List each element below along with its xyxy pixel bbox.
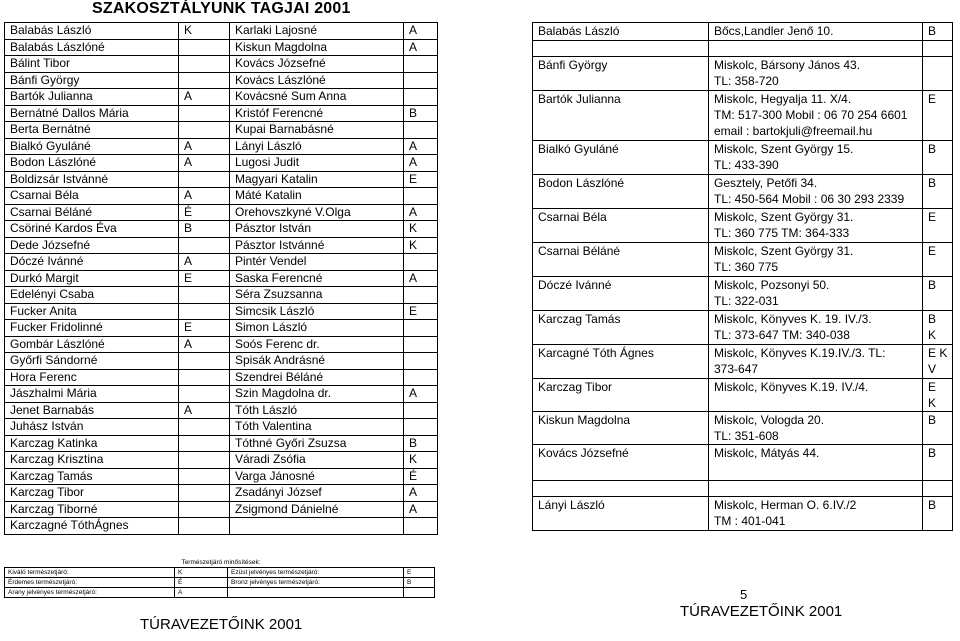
member-rating-right	[404, 188, 438, 205]
guides-table	[532, 22, 953, 531]
footer-left: TÚRAVEZETŐINK 2001	[140, 616, 303, 633]
guide-name: Balabás László	[533, 23, 709, 41]
member-row	[5, 468, 438, 485]
member-rating-left	[179, 353, 230, 370]
member-name-left: Karczag Krisztina	[5, 452, 179, 469]
legend-label: Kiváló természetjáró:	[5, 568, 175, 578]
member-name-right: Orehovszkyné V.Olga	[230, 204, 404, 221]
member-name-right: Soós Ferenc dr.	[230, 336, 404, 353]
guide-rating: E	[923, 243, 953, 277]
member-rating-right: K	[404, 221, 438, 238]
member-name-left: Bernátné Dallos Mária	[5, 105, 179, 122]
member-rating-left	[179, 386, 230, 403]
guide-row	[533, 141, 953, 175]
guide-address: Miskolc, Könyves K. 19. IV./3. TL: 373-647 TM: 340-038	[709, 311, 923, 345]
guide-row	[533, 57, 953, 91]
member-rating-left	[179, 501, 230, 518]
member-name-right: Tóth Valentina	[230, 419, 404, 436]
member-name-right: Varga Jánosné	[230, 468, 404, 485]
legend-label: Ezüst jelvényes természetjáró:	[228, 568, 404, 578]
legend-code: A	[175, 588, 228, 598]
member-rating-left: E	[179, 270, 230, 287]
member-name-left: Karczag Katinka	[5, 435, 179, 452]
guide-address: Gesztely, Petőfi 34. TL: 450-564 Mobil : 06 30 293 2339	[709, 175, 923, 209]
member-name-left: Balabás László	[5, 23, 179, 40]
member-rating-right: A	[404, 23, 438, 40]
member-name-left: Karczag Tamás	[5, 468, 179, 485]
member-row	[5, 188, 438, 205]
member-name-left: Hora Ferenc	[5, 369, 179, 386]
guide-address: Miskolc, Mátyás 44.	[709, 445, 923, 481]
member-rating-left: B	[179, 221, 230, 238]
guide-rating: B	[923, 445, 953, 481]
member-name-left: Csarnai Béláné	[5, 204, 179, 221]
member-rating-left	[179, 56, 230, 73]
guide-rating: B	[923, 141, 953, 175]
guide-name: Lányi László	[533, 497, 709, 531]
guide-row	[533, 445, 953, 481]
member-name-right: Kristóf Ferencné	[230, 105, 404, 122]
member-row	[5, 320, 438, 337]
member-name-right: Magyari Katalin	[230, 171, 404, 188]
member-row	[5, 56, 438, 73]
member-name-left: Bodon Lászlóné	[5, 155, 179, 172]
member-rating-right: K	[404, 452, 438, 469]
member-rating-left	[179, 468, 230, 485]
footer-right: TÚRAVEZETŐINK 2001	[680, 603, 843, 620]
guide-address: Bőcs,Landler Jenő 10.	[709, 23, 923, 41]
member-row	[5, 369, 438, 386]
guide-row	[533, 277, 953, 311]
member-name-right: Váradi Zsófia	[230, 452, 404, 469]
member-row	[5, 386, 438, 403]
member-name-left: Bartók Julianna	[5, 89, 179, 106]
guide-rating	[923, 57, 953, 91]
member-rating-right: B	[404, 105, 438, 122]
guide-rating: E	[923, 209, 953, 243]
guide-address: Miskolc, Könyves K.19. IV./4.	[709, 379, 923, 412]
member-name-left: Boldizsár Istvánné	[5, 171, 179, 188]
guide-rating: B	[923, 277, 953, 311]
member-name-left: Fucker Anita	[5, 303, 179, 320]
member-name-right: Pásztor Istvánné	[230, 237, 404, 254]
member-rating-left: A	[179, 188, 230, 205]
guide-row	[533, 412, 953, 445]
member-name-right: Máté Katalin	[230, 188, 404, 205]
guide-rating: E K V	[923, 345, 953, 379]
guide-row	[533, 497, 953, 531]
member-name-left: Berta Bernátné	[5, 122, 179, 139]
member-rating-left	[179, 122, 230, 139]
guide-name	[533, 481, 709, 497]
member-rating-left: A	[179, 402, 230, 419]
member-name-right	[230, 518, 404, 535]
guide-address: Miskolc, Szent György 31. TL: 360 775 TM: 364-333	[709, 209, 923, 243]
legend-label: Bronz jelvényes természetjáró:	[228, 578, 404, 588]
member-name-right: Karlaki Lajosné	[230, 23, 404, 40]
member-name-left: Juhász István	[5, 419, 179, 436]
member-row	[5, 155, 438, 172]
member-row	[5, 435, 438, 452]
legend-code: K	[175, 568, 228, 578]
member-name-left: Fucker Fridolinné	[5, 320, 179, 337]
guide-row	[533, 175, 953, 209]
members-table	[4, 22, 438, 535]
member-rating-right	[404, 518, 438, 535]
member-rating-left: K	[179, 23, 230, 40]
member-rating-left	[179, 518, 230, 535]
member-rating-right: A	[404, 39, 438, 56]
member-name-right: Spisák Andrásné	[230, 353, 404, 370]
page-number: 5	[740, 587, 748, 602]
member-rating-right	[404, 122, 438, 139]
member-name-left: Durkó Margit	[5, 270, 179, 287]
member-name-right: Séra Zsuzsanna	[230, 287, 404, 304]
member-row	[5, 221, 438, 238]
member-rating-right	[404, 287, 438, 304]
member-row	[5, 122, 438, 139]
member-rating-right: A	[404, 138, 438, 155]
guide-row	[533, 345, 953, 379]
member-rating-right: A	[404, 485, 438, 502]
member-row	[5, 204, 438, 221]
legend-label: Arany jelvényes természetjáró:	[5, 588, 175, 598]
member-rating-right	[404, 72, 438, 89]
member-rating-left: A	[179, 89, 230, 106]
member-rating-right: K	[404, 237, 438, 254]
guide-rating: B	[923, 412, 953, 445]
guide-row	[533, 481, 953, 497]
member-rating-right	[404, 56, 438, 73]
member-name-left: Jenet Barnabás	[5, 402, 179, 419]
member-rating-right: E	[404, 303, 438, 320]
legend-row	[5, 568, 435, 578]
member-row	[5, 72, 438, 89]
member-name-right: Zsadányi József	[230, 485, 404, 502]
member-name-right: Kupai Barnabásné	[230, 122, 404, 139]
member-row	[5, 254, 438, 271]
member-row	[5, 353, 438, 370]
member-rating-right: A	[404, 204, 438, 221]
member-rating-left	[179, 287, 230, 304]
guide-rating: E K	[923, 379, 953, 412]
guide-name: Bartók Julianna	[533, 91, 709, 141]
member-rating-right	[404, 89, 438, 106]
guide-row	[533, 379, 953, 412]
member-name-left: Edelényi Csaba	[5, 287, 179, 304]
member-rating-left: E	[179, 320, 230, 337]
member-rating-right: É	[404, 468, 438, 485]
member-rating-right: A	[404, 501, 438, 518]
member-rating-right: E	[404, 171, 438, 188]
member-row	[5, 501, 438, 518]
member-name-right: Kovács Lászlóné	[230, 72, 404, 89]
member-name-right: Tóthné Győri Zsuzsa	[230, 435, 404, 452]
guide-rating: E	[923, 91, 953, 141]
guide-name: Bodon Lászlóné	[533, 175, 709, 209]
legend-row	[5, 588, 435, 598]
member-name-right: Simon László	[230, 320, 404, 337]
guide-name: Kovács Józsefné	[533, 445, 709, 481]
guide-address	[709, 481, 923, 497]
member-name-right: Zsigmond Dánielné	[230, 501, 404, 518]
guide-address: Miskolc, Hegyalja 11. X/4. TM: 517-300 Mobil : 06 70 254 6601 email : bartokjuli@freemail.hu	[709, 91, 923, 141]
member-rating-right	[404, 369, 438, 386]
guide-row	[533, 41, 953, 57]
guide-name: Karczag Tibor	[533, 379, 709, 412]
guide-row	[533, 23, 953, 41]
guide-name: Bánfi György	[533, 57, 709, 91]
member-row	[5, 39, 438, 56]
member-name-left: Jászhalmi Mária	[5, 386, 179, 403]
guide-name: Dóczé Ivánné	[533, 277, 709, 311]
guide-rating: B	[923, 23, 953, 41]
guide-address: Miskolc, Vologda 20. TL: 351-608	[709, 412, 923, 445]
legend-code: E	[404, 568, 435, 578]
member-row	[5, 89, 438, 106]
guide-rating: B K	[923, 311, 953, 345]
member-rating-right	[404, 320, 438, 337]
member-row	[5, 105, 438, 122]
member-rating-left: A	[179, 138, 230, 155]
member-name-left: Győrfi Sándorné	[5, 353, 179, 370]
member-name-left: Dede Józsefné	[5, 237, 179, 254]
member-rating-left	[179, 303, 230, 320]
member-rating-left	[179, 419, 230, 436]
member-name-right: Kovács Józsefné	[230, 56, 404, 73]
legend-label: Érdemes természetjáró:	[5, 578, 175, 588]
guide-rating	[923, 41, 953, 57]
member-rating-left	[179, 452, 230, 469]
member-name-left: Bialkó Gyuláné	[5, 138, 179, 155]
guide-address	[709, 41, 923, 57]
member-row	[5, 402, 438, 419]
guide-name: Csarnai Béla	[533, 209, 709, 243]
member-rating-left	[179, 435, 230, 452]
member-name-right: Lányi László	[230, 138, 404, 155]
member-name-right: Pintér Vendel	[230, 254, 404, 271]
member-rating-left	[179, 237, 230, 254]
member-row	[5, 419, 438, 436]
member-name-right: Tóth László	[230, 402, 404, 419]
member-row	[5, 237, 438, 254]
member-name-right: Kovácsné Sum Anna	[230, 89, 404, 106]
guide-row	[533, 243, 953, 277]
member-name-left: Dóczé Ivánné	[5, 254, 179, 271]
guide-row	[533, 311, 953, 345]
member-row	[5, 452, 438, 469]
member-name-left: Csarnai Béla	[5, 188, 179, 205]
guide-name	[533, 41, 709, 57]
member-rating-left	[179, 171, 230, 188]
guide-rating	[923, 481, 953, 497]
member-row	[5, 303, 438, 320]
guide-rating: B	[923, 175, 953, 209]
member-rating-left	[179, 39, 230, 56]
member-rating-right	[404, 254, 438, 271]
member-name-right: Szin Magdolna dr.	[230, 386, 404, 403]
member-name-left: Karczag Tibor	[5, 485, 179, 502]
guide-address: Miskolc, Szent György 15. TL: 433-390	[709, 141, 923, 175]
member-rating-left: É	[179, 204, 230, 221]
guide-row	[533, 91, 953, 141]
guide-address: Miskolc, Könyves K.19.IV./3. TL: 373-647	[709, 345, 923, 379]
member-rating-left	[179, 369, 230, 386]
member-rating-right	[404, 402, 438, 419]
member-rating-left	[179, 485, 230, 502]
member-name-left: Bálint Tibor	[5, 56, 179, 73]
member-name-left: Bánfi György	[5, 72, 179, 89]
legend-label	[228, 588, 404, 598]
legend-code: É	[175, 578, 228, 588]
member-row	[5, 287, 438, 304]
member-rating-left: A	[179, 155, 230, 172]
legend-code	[404, 588, 435, 598]
member-rating-left	[179, 105, 230, 122]
page-title: SZAKOSZTÁLYUNK TAGJAI 2001	[92, 0, 351, 17]
member-row	[5, 171, 438, 188]
member-rating-right: A	[404, 155, 438, 172]
member-name-right: Kiskun Magdolna	[230, 39, 404, 56]
guide-address: Miskolc, Bársony János 43. TL: 358-720	[709, 57, 923, 91]
guide-name: Kiskun Magdolna	[533, 412, 709, 445]
guide-name: Bialkó Gyuláné	[533, 141, 709, 175]
member-row	[5, 23, 438, 40]
member-name-right: Simcsik László	[230, 303, 404, 320]
member-row	[5, 270, 438, 287]
guide-row	[533, 209, 953, 243]
guide-name: Csarnai Béláné	[533, 243, 709, 277]
member-rating-right: A	[404, 386, 438, 403]
member-rating-left: A	[179, 254, 230, 271]
member-name-right: Saska Ferencné	[230, 270, 404, 287]
member-name-right: Szendrei Béláné	[230, 369, 404, 386]
member-rating-right	[404, 419, 438, 436]
member-row	[5, 138, 438, 155]
member-row	[5, 485, 438, 502]
member-name-left: Karczag Tiborné	[5, 501, 179, 518]
member-rating-left	[179, 72, 230, 89]
legend-header: Természetjáró minősítések:	[181, 559, 261, 566]
member-name-left: Balabás Lászlóné	[5, 39, 179, 56]
member-row	[5, 518, 438, 535]
member-name-left: Karczagné TóthÁgnes	[5, 518, 179, 535]
guide-name: Karcagné Tóth Ágnes	[533, 345, 709, 379]
guide-address: Miskolc, Herman O. 6.IV./2 TM : 401-041	[709, 497, 923, 531]
member-rating-left: A	[179, 336, 230, 353]
guide-address: Miskolc, Pozsonyi 50. TL: 322-031	[709, 277, 923, 311]
member-rating-right: B	[404, 435, 438, 452]
member-row	[5, 336, 438, 353]
guide-rating: B	[923, 497, 953, 531]
member-name-left: Csöriné Kardos Éva	[5, 221, 179, 238]
guide-address: Miskolc, Szent György 31. TL: 360 775	[709, 243, 923, 277]
member-rating-right	[404, 353, 438, 370]
member-rating-right: A	[404, 270, 438, 287]
member-name-left: Gombár Lászlóné	[5, 336, 179, 353]
member-name-right: Lugosi Judit	[230, 155, 404, 172]
rating-legend-table	[4, 558, 435, 598]
legend-row	[5, 578, 435, 588]
guide-name: Karczag Tamás	[533, 311, 709, 345]
member-name-right: Pásztor István	[230, 221, 404, 238]
legend-code: B	[404, 578, 435, 588]
member-rating-right	[404, 336, 438, 353]
